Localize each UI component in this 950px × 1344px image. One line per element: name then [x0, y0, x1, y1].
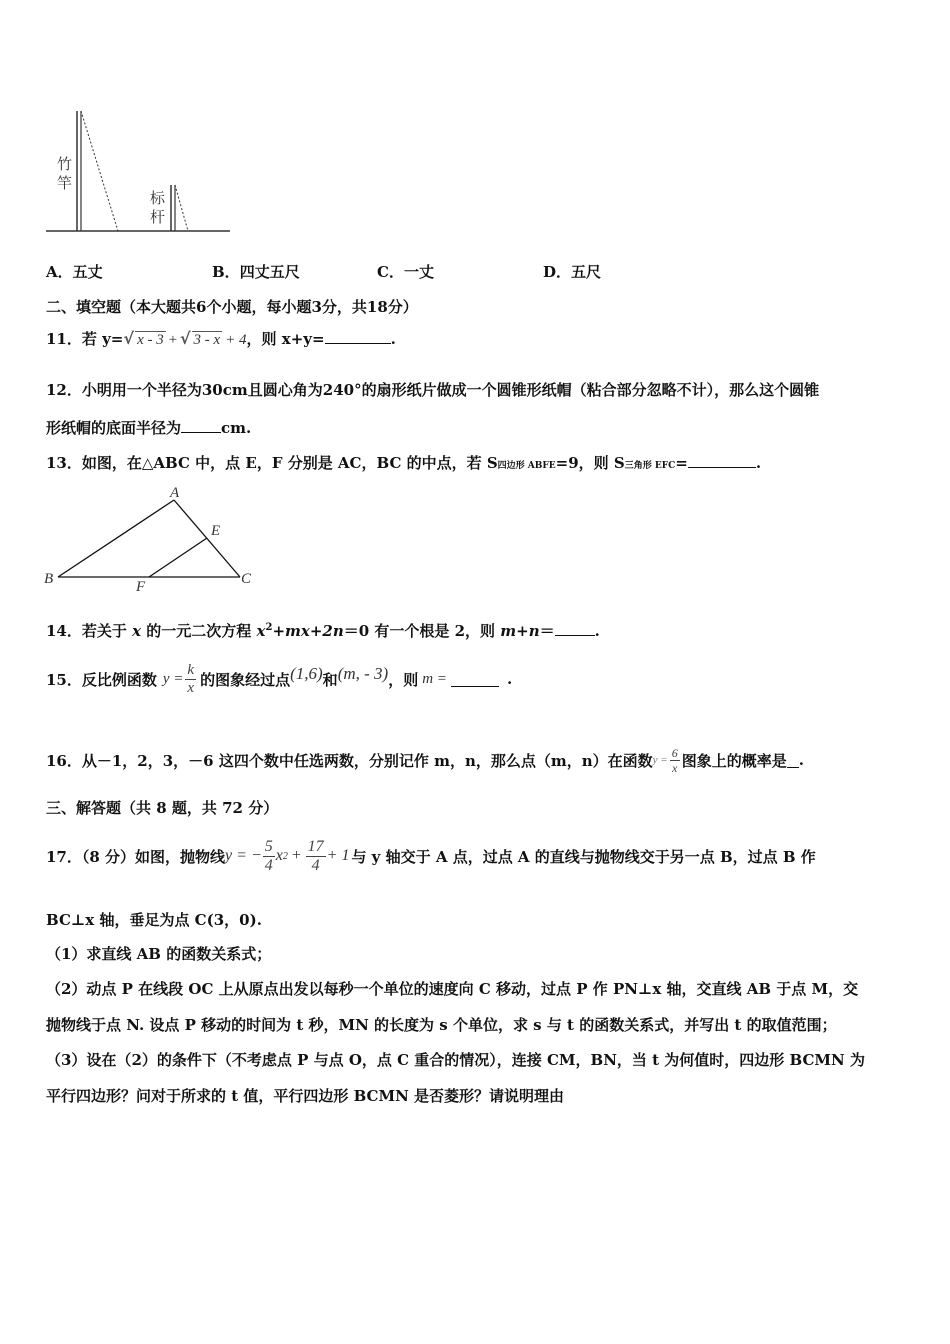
q13-prefix: 13．如图，在△ABC 中，点 E，F 分别是 AC，BC 的中点，若 S	[46, 454, 498, 472]
option-text: 四丈五尺	[239, 263, 300, 281]
q17-tail: + 1	[326, 847, 350, 864]
q11-radicand-2: 3 - x	[193, 332, 221, 348]
q15-frac-den: x	[187, 679, 195, 696]
q11-tail: + 4	[225, 332, 247, 348]
question-13	[46, 452, 761, 473]
pole-shadow-figure	[44, 105, 234, 235]
q10-option-a	[46, 261, 103, 282]
question-16	[46, 738, 804, 782]
q15-answer-blank	[451, 672, 499, 687]
q15-fraction	[185, 663, 196, 696]
q17-y-eq: y = −	[225, 847, 262, 864]
q14-end: .	[594, 622, 600, 640]
rod-label	[150, 189, 165, 227]
q13-eq: =	[675, 454, 688, 472]
q16-end: .	[798, 751, 804, 769]
q16-fraction	[670, 747, 680, 774]
pole-label-char-1: 竹	[57, 155, 73, 173]
q17-fraction-2	[306, 839, 326, 874]
q12-line2-prefix: 形纸帽的底面半径为	[46, 419, 182, 437]
q17-frac2-num: 17	[307, 837, 324, 855]
q16-suffix: 图象上的概率是	[681, 751, 787, 770]
q17-suffix: 与 y 轴交于 A 点，过点 A 的直线与抛物线交于另一点 B，过点 B 作	[351, 847, 816, 866]
q14-eq-square: 2	[265, 622, 273, 633]
option-letter: C．	[377, 263, 404, 281]
q11-radicand-1: x - 3	[137, 332, 164, 348]
question-17-part1: （1）求直线 AB 的函数关系式；	[46, 945, 272, 963]
pole-label	[57, 155, 72, 193]
q11-answer-blank	[325, 329, 391, 344]
q16-prefix: 16．从－1，2，3，－6 这四个数中任选两数，分别记作 m，n，那么点（m，n）在函数	[46, 751, 653, 770]
option-text: 五丈	[72, 263, 103, 281]
vertex-label-a: A	[170, 485, 180, 501]
q16-frac-num: 6	[671, 745, 678, 760]
q15-prefix: 15．反比例函数	[46, 670, 157, 689]
q14-m-plus-n: m+n	[500, 622, 540, 640]
q14-var-x: x	[132, 622, 142, 640]
q16-frac-den: x	[672, 760, 678, 775]
q14-eq-zero: ＝0 有一个根是 2，则	[343, 622, 501, 640]
q15-then: ，则	[388, 670, 419, 689]
q15-point-1: (1,6)	[290, 664, 323, 683]
q14-eq-rest: +mx+2n	[272, 622, 344, 640]
q15-and: 和	[322, 670, 338, 689]
q10-option-c	[377, 261, 434, 282]
q17-prefix: 17．（8 分）如图，抛物线	[46, 847, 226, 866]
section3-title: 三、解答题（共 8 题，共 72 分）	[46, 799, 279, 817]
q14-prefix: 14．若关于	[46, 622, 133, 640]
q10-option-d	[543, 261, 601, 282]
q17-fraction-1	[263, 839, 275, 874]
side-ab	[58, 500, 174, 577]
point-label-f: F	[136, 579, 146, 595]
q13-mid: =9，则 S	[555, 454, 625, 472]
q15-point-2: (m, - 3)	[337, 664, 389, 683]
q11-plus: +	[167, 332, 178, 348]
q17-frac2-den: 4	[311, 856, 320, 874]
option-text: 一丈	[403, 263, 434, 281]
q14-answer-blank	[555, 621, 595, 636]
rod-shadow-ray	[175, 185, 188, 231]
triangle-figure	[40, 485, 270, 600]
rod-label-char-2: 杆	[150, 208, 166, 226]
q13-answer-blank	[688, 453, 756, 468]
question-17-part2-line2: 抛物线于点 N. 设点 P 移动的时间为 t 秒，MN 的长度为 s 个单位，求 s 与 t 的函数关系式，并写出 t 的取值范围；	[46, 1016, 837, 1034]
q13-subscript-tri: 三角形 EFC	[624, 461, 676, 471]
q17-frac1-den: 4	[264, 856, 273, 874]
vertex-label-c: C	[241, 571, 252, 587]
q17-x: x	[275, 847, 283, 864]
pole-shadow-diagram	[44, 105, 234, 235]
q17-square: 2	[282, 850, 288, 862]
q16-answer-blank	[787, 753, 799, 768]
q14-eq2: ＝	[539, 622, 555, 640]
q12-line2-suffix: cm.	[221, 419, 252, 437]
q17-frac1-num: 5	[264, 837, 273, 855]
pole-label-char-2: 竿	[57, 174, 73, 192]
q16-y-eq: y =	[652, 754, 668, 766]
question-14	[46, 620, 600, 641]
q15-y-eq: y =	[162, 670, 184, 687]
triangle-diagram	[40, 485, 270, 600]
q17-plus: +	[290, 847, 302, 864]
q13-subscript-quad: 四边形 ABFE	[497, 461, 556, 471]
q11-end: .	[390, 330, 396, 348]
option-letter: B．	[212, 263, 240, 281]
question-17-part2-line1: （2）动点 P 在线段 OC 上从原点出发以每秒一个单位的速度向 C 移动，过点 P 作 PN⊥x 轴，交直线 AB 于点 M，交	[46, 980, 859, 998]
q14-eq-x: x	[256, 622, 266, 640]
rod-label-char-1: 标	[150, 189, 166, 207]
question-17-part3-line1: （3）设在（2）的条件下（不考虑点 P 与点 O，点 C 重合的情况），连接 CM，BN，当 t 为何值时，四边形 BCMN 为	[46, 1051, 865, 1069]
option-letter: D．	[543, 263, 572, 281]
q15-m-eq: m =	[422, 670, 447, 687]
question-12-line1: 12．小明用一个半径为30cm且圆心角为240°的扇形纸片做成一个圆锥形纸帽（粘合部分忽略不计），那么这个圆锥	[46, 381, 820, 399]
q15-mid: 的图象经过点	[200, 670, 291, 689]
question-15	[46, 654, 512, 704]
q13-end: .	[755, 454, 762, 472]
option-text: 五尺	[571, 263, 602, 281]
q11-suffix: ，则 x+y=	[246, 330, 325, 348]
q14-mid: 的一元二次方程	[141, 622, 257, 640]
question-17-line1	[46, 824, 816, 888]
question-17-part3-line2: 平行四边形？问对于所求的 t 值，平行四边形 BCMN 是否菱形？请说明理由	[46, 1087, 565, 1105]
segment-fe	[149, 538, 207, 577]
question-11	[46, 328, 396, 349]
vertex-label-b: B	[44, 571, 54, 587]
section2-title: 二、填空题（本大题共6个小题，每小题3分，共18分）	[46, 298, 418, 316]
question-17-line2: BC⊥x 轴，垂足为点 C(3，0).	[46, 911, 262, 929]
option-letter: A．	[46, 263, 73, 281]
point-label-e: E	[211, 523, 221, 539]
q11-prefix: 11．若 y=	[46, 330, 124, 348]
q10-option-b	[212, 261, 300, 282]
sqrt-sign-2: √	[179, 329, 191, 348]
q15-end: .	[506, 670, 513, 688]
question-12-line2	[46, 417, 251, 438]
q15-frac-num: k	[187, 661, 195, 678]
q12-answer-blank	[181, 418, 221, 433]
sqrt-sign-1: √	[123, 329, 135, 348]
pole-shadow-ray	[81, 111, 118, 231]
